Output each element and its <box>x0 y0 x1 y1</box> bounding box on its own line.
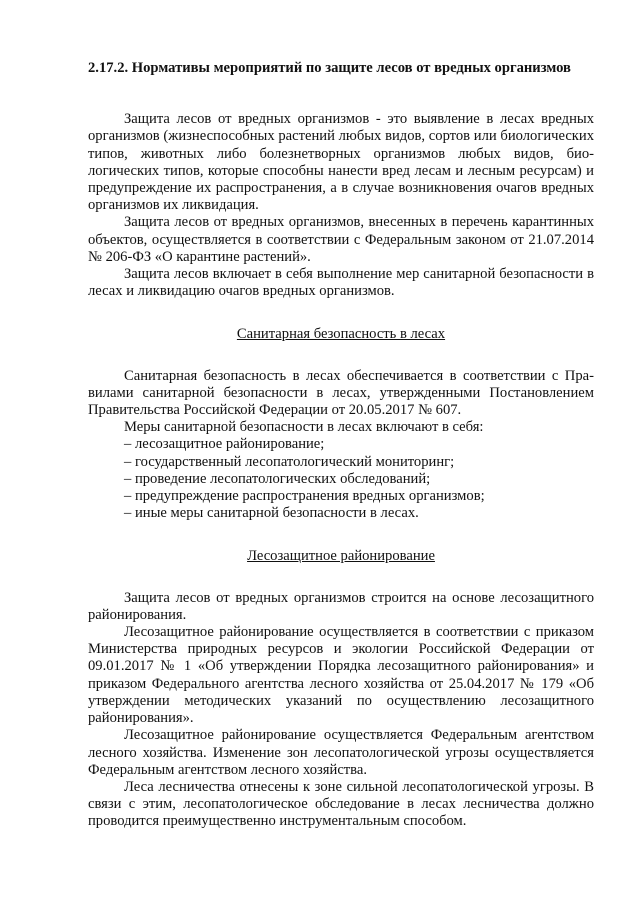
intro-paragraph-1: Защита лесов от вредных организмов - это выявление в лесах вредных организмов (жизнеспособных растений любых видов, сортов или биологических типов, животных либо болезнетворных организмов любых видов, биологических типов, которые способны нанести вред лесам и лесным ресурсам) и предупреждение их распространения, а в случае возникновения очагов вредных организмов их ликвидация. <box>88 111 594 214</box>
zoning-paragraph-4: Леса лесничества отнесены к зоне сильной лесопатологической угрозы. В связи с этим, лесопатологическое обследование в лесах лесничества должно проводится преимущественно инструментальным способом. <box>88 778 594 830</box>
list-item: – иные меры санитарной безопасности в лесах. <box>124 505 419 522</box>
intro-paragraph-3: Защита лесов включает в себя выполнение мер санитарной безопасности в лесах и ликвидацию очагов вредных организмов. <box>88 266 594 300</box>
section-title: 2.17.2. Нормативы мероприятий по защите лесов от вредных организмов <box>88 60 571 76</box>
list-item: – государственный лесопатологический мониторинг; <box>124 453 455 470</box>
sanitary-paragraph-1: Санитарная безопасность в лесах обеспечивается в соответствии с Правилами санитарной безопасности в лесах, утвержденными Постановлением Правительства Российской Федерации от 20.05.2017 № 607. <box>88 367 594 419</box>
sanitary-heading: Санитарная безопасность в лесах <box>236 326 446 343</box>
list-item: – лесозащитное районирование; <box>124 436 325 453</box>
document-page <box>88 60 594 831</box>
list-item: – предупреждение распространения вредных организмов; <box>124 488 485 505</box>
zoning-paragraph-2: Лесозащитное районирование осуществляется в соответствии с приказом Министерства природных ресурсов и экологии Российской Федерации от 09.01.2017 № 1 «Об утверждении Порядка лесозащитного районирования» и приказом Федерального агентства лесного хозяйства от 25.04.2017 № 179 «Об утверждении методических указаний по осуществлению лесозащитного районирования». <box>88 624 594 727</box>
sanitary-list-intro: Меры санитарной безопасности в лесах включают в себя: <box>124 419 484 436</box>
zoning-paragraph-3: Лесозащитное районирование осуществляется Федеральным агентством лесного хозяйства. Изменение зон лесопатологической угрозы осуществляется Федеральным агентством лесного хозяйства. <box>88 727 594 778</box>
zoning-paragraph-1: Защита лесов от вредных организмов строится на основе лесозащитного районирования. <box>88 589 594 623</box>
list-item: – проведение лесопатологических обследований; <box>124 470 431 487</box>
zoning-heading: Лесозащитное районирование <box>247 548 435 565</box>
intro-paragraph-2: Защита лесов от вредных организмов, внесенных в перечень карантинных объектов, осуществляется в соответствии с Федеральным законом от 21.07.2014 № 206-ФЗ «О карантине растений». <box>88 214 594 265</box>
